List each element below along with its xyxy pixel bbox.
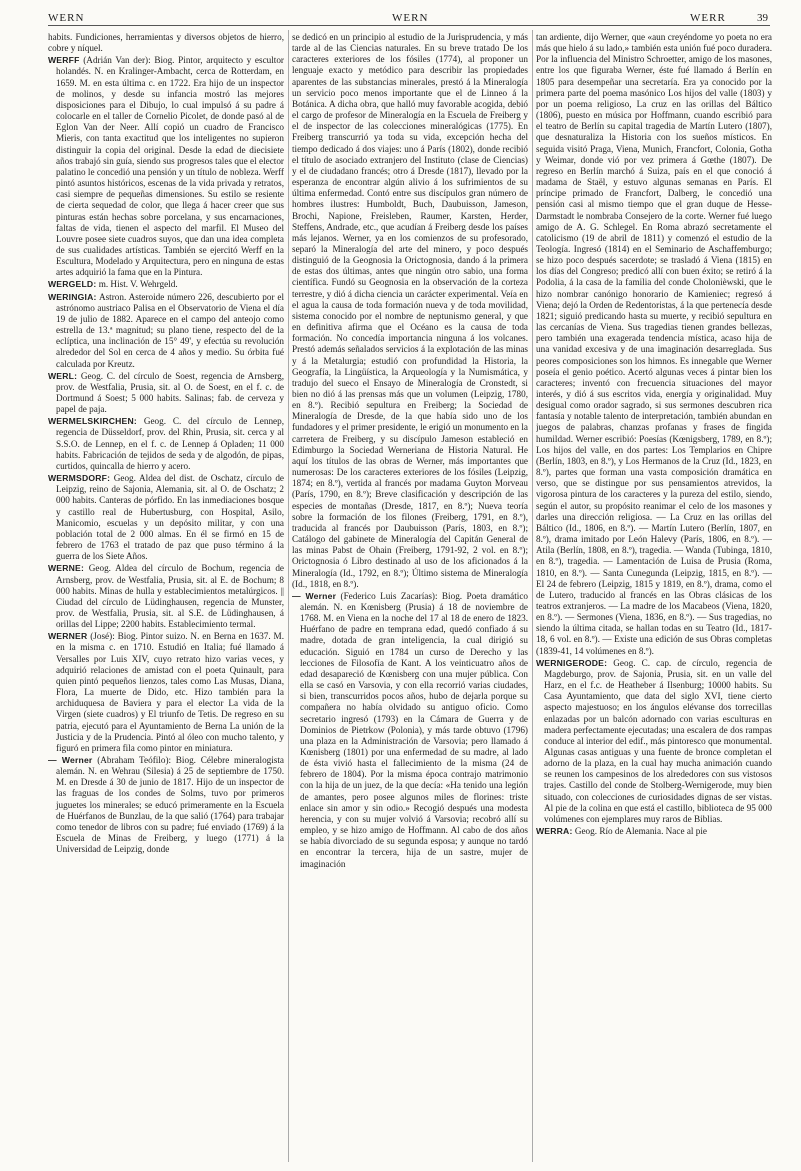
dictionary-entry xyxy=(292,32,528,590)
dictionary-entry xyxy=(48,32,284,54)
entry-text: Astron. Asteroide número 226, descubierto por el astrónomo austriaco Palisa en el Observatorio de Viena el día 19 de julio de 1882. Aparece en el campo del anteojo como estrella de 13.ª magnitud; su plano tiene, respecto del de la eclíptica, una inclinación de 15° 49', y efectúa su revolución alrededor del Sol en cerca de 4 años y medio. Su órbita fué calculada por Kreutz. xyxy=(56,291,284,369)
running-header xyxy=(0,8,801,30)
entry-headword: WERL: xyxy=(48,370,78,381)
entry-headword: WERRA: xyxy=(536,826,573,837)
dictionary-entry xyxy=(292,591,528,870)
entry-text: (Abraham Teófilo): Biog. Célebre mineralogista alemán. N. en Wehrau (Silesia) á 25 de septiembre de 1750. M. en Dresde á 30 de junio de 1817. Hijo de un inspector de las fraguas de los condes de Solms, tuvo por primeros juguetes los minerales; se educó primeramente en la Escuela de Huérfanos de Bunzlau, de la que salió (1764) para trabajar como tenedor de libros con su padre; fué enviado (1769) á la Escuela de Minas de Freiberg, y luego (1771) á la Universidad de Leipzig, donde xyxy=(56,755,284,855)
header-center: WERN xyxy=(392,12,429,24)
dictionary-entry xyxy=(48,279,284,290)
dictionary-entry xyxy=(48,416,284,472)
entry-text: m. Hist. V. Wehrgeld. xyxy=(98,279,178,290)
entry-text: Geog. C. del círculo de Soest, regencia de Arnsberg, prov. de Westfalia, Prusia, sit. al O. de Soest, en el f. c. de Dortmund á Soest; 5 000 habits. Salinas; fab. de cerveza y papel de paja. xyxy=(56,370,284,415)
header-left: WERN xyxy=(48,12,85,24)
dictionary-entry xyxy=(536,658,772,825)
entry-headword: — Werner xyxy=(48,755,93,765)
entry-headword: WERMELSKIRCHEN: xyxy=(48,416,137,427)
header-rule xyxy=(48,25,770,26)
entry-text: Geog. Río de Alemania. Nace al pie xyxy=(574,826,707,837)
entry-headword: — Werner xyxy=(292,590,337,601)
dictionary-entry xyxy=(48,473,284,562)
dictionary-entry xyxy=(48,563,284,630)
page-number: 39 xyxy=(757,12,768,24)
entry-headword: WERNE: xyxy=(48,563,85,574)
column-3 xyxy=(536,32,772,1162)
entry-text: Geog. C. cap. de círculo, regencia de Magdeburgo, prov. de Sajonia, Prusia, sit. en un valle del Harz, en el f.c. de Heatheber á Ilsenburg; 10000 habits. Su Casa Ayuntamiento, que data del siglo XVI, tiene cierto aspecto majestuoso; en los ángulos elévanse dos torrecillas enlazadas por un balcón adornado con varias esculturas en madera perfectamente ejecutadas; una escalera de dos rampas conduce al interior del edif., más pintoresco que monumental. Algunas casas antiguas y una fuente de bronce completan el adorno de la plaza, en la cual hay mucha animación cuando se reunen los campesinos de los alrededores con sus vistosos trajes. Castillo del conde de Stolberg-Wernigerode, muy bien situado, con colecciones de curiosidades dignas de ser vistas. Al pie de la colina en que está el castillo, biblioteca de 95 000 volúmenes con ejemplares muy raros de Biblias. xyxy=(544,657,772,824)
entry-text: (Adrián Van der): Biog. Pintor, arquitecto y escultor holandés. N. en Kralinger-Ambacht, cerca de Rotterdam, en 1659. M. en esta última c. en 1722. Era hijo de un inspector de molinos, y desde su infancia mostró las mejores disposiciones para el Dibujo, lo cual impulsó á su padre á colocarle en el taller de Cornelio Picolet, de donde pasó al de Eglon Van der Neer. Allí copió un cuadro de Francisco Mieris, con tanta exactitud que los inteligentes no supieron distinguir la copia del original. Desde la edad de diecisiete años trabajó sin guía, siendo sus progresos tales que el elector palatino le concedió una pensión y un título de nobleza. Werff pintó asuntos históricos, escenas de la vida privada y retratos, casi siempre de pequeñas dimensiones. Su estilo se resiente de cierta sequedad de color, que llega á hacer creer que sus pinturas están hechas sobre porcelana, y sus encarnaciones, faltas de vida, tienen el aspecto del marfil. El Museo del Louvre posee siete cuadros suyos, que dan una idea completa de sus cualidades artísticas. También se ejercitó Werff en la Escultura, Modelado y Arquitectura, pero en ninguna de estas artes adquirió la fama que en la Pintura. xyxy=(56,55,284,278)
column-divider-1 xyxy=(288,30,289,1162)
entry-headword: WERGELD: xyxy=(48,279,97,290)
dictionary-entry xyxy=(48,292,284,370)
column-2 xyxy=(292,32,528,1162)
dictionary-entry xyxy=(48,755,284,855)
dictionary-entry xyxy=(48,55,284,278)
header-right: WERR xyxy=(690,12,726,24)
column-divider-2 xyxy=(532,30,533,1162)
dictionary-entry xyxy=(536,32,772,657)
entry-text: Geog. Aldea del dist. de Oschatz, círculo de Leipzig, reino de Sajonia, Alemania, sit. al O. de Oschatz; 2 000 habits. Canteras de pórfido. En las inmediaciones bosque y castillo real de Hubertusburg, con Hospital, Asilo, Manicomio, escuelas y un depósito militar, y con una población total de 2 000 almas. En él se firmó en 15 de febrero de 1763 el tratado de paz que puso término á la guerra de los Siete Años. xyxy=(56,473,284,562)
entry-headword: WERFF xyxy=(48,55,80,66)
entry-text: Geog. Aldea del círculo de Bochum, regencia de Arnsberg, prov. de Westfalia, Prusia, sit. al E. de Bochum; 8 000 habits. Minas de hulla y establecimientos metalúrgicos. || Ciudad del círculo de Lüdinghausen, regencia de Munster, prov. de Westfalia, Prusia, sit. al S.E. de Lüdinghausen, á orillas del Lippe; 2200 habits. Establecimiento termal. xyxy=(56,563,284,630)
entry-text: tan ardiente, dijo Werner, que «aun creyéndome yo poeta no era más que hielo á su lado,» también esta unión fué poco duradera. Por la influencia del Ministro Schroetter, amigo de los masones, entre los que figuraba Werner, éste fué llamado á Berlín en 1805 para desempeñar una secretaría. Era ya conocido por la primera parte del poema masónico Los hijos del valle (1803) y por un poema religioso, La cruz en las orillas del Báltico (1806), puesto en música por Hoffmann, cuando escribió para el teatro de Berlín su capital tragedia de Martín Lutero (1807), que desnaturaliza la Historia con los sueños místicos. En seguida visitó Praga, Viena, Munich, Francfort, Colonia, Gotha y Weimar, donde vió por vez primera á Gœthe (1807). De regreso en Berlín marchó á Suiza, país en el que conoció á madama de Staël, y estuvo algunas semanas en París. El príncipe primado de Francfort, Dalberg, le concedió una pensión casi al mismo tiempo que el gran duque de Hesse-Darmstadt le nombraba Consejero de la corte. Werner fué luego amigo de A. G. Schlegel. En Roma abrazó secretamente el catolicismo (19 de abril de 1811) y comenzó el estudio de la Teología. Ingresó (1814) en el Seminario de Aschaffemburgo; se hizo poco después sacerdote; se trasladó á Viena (1815) en los días del Congreso; predicó allí con buen éxito; se retiró á la Podolia, á la casa de la familia del conde Cholonièwski, que le hizo nombrar canónigo honorario de Kamieniec; regresó á Viena; dejó la Orden de Redentoristas, á la que pertenecía desde 1821; siguió predicando hasta su muerte, y recibió sepultura en las cercanías de Viena. Sus tragedias tienen grandes bellezas, pero también una exagerada tendencia mística, acaso hija de una vanidad excesiva y de una imaginación desarreglada. Sus peores composiciones son los himnos. Es innegable que Werner poseía el genio poético. Acertó algunas veces á pintar bien los caracteres; inventó con frecuencia situaciones del mayor interés, y dió á sus escritos vida, energía y originalidad. Muy desigual como orador sagrado, si sus sermones descubren rica fantasía y notable talento de interpretación, también abundan en juegos de palabras, chanzas profanas y frases de fingida humildad. Werner escribió: Poesías (Kœnigsberg, 1789, en 8.º); Los hijos del valle, en dos partes: Los Templarios en Chipre (Berlín, 1803, en 8.º), y Los Hermanos de la Cruz (Id., 1823, en 8.º), partes que forman una vasta composición dramática en verso, que se distingue por sus pensamientos atrevidos, la vigorosa pintura de los caracteres y la pureza del estilo, siendo, según el autor, su propósito reanimar el celo de los masones y darles una dirección religiosa. — La Cruz en las orillas del Báltico (Id., 1806, en 8.º). — Martín Lutero (Berlín, 1807, en 8.º), drama imitado por León Halevy (París, 1806, en 8.º). — Atila (Berlín, 1808, en 8.º), tragedia. — Wanda (Tubinga, 1810, en 8.º), tragedia. — Lamentación de Luisa de Prusia (Roma, 1810, en 8.º). — Santa Cunegunda (Leipzig, 1815, en 8.º). — El 24 de febrero (Leipzig, 1815 y 1819, en 8.º), drama, como el de Lutero, traducido al francés en las Obras clásicas de los teatros extranjeros. — La madre de los Macabeos (Viena, 1820, en 8.º). — Sermones (Viena, 1836, en 8.º). — Sus tragedias, no siendo la última citada, se hallan todas en su Teatro (Id., 1817-18, 6 vol. en 8.º). — Existe una edición de sus Obras completas (1839-41, 14 volúmenes en 8.º). xyxy=(536,32,772,656)
dictionary-entry xyxy=(536,826,772,837)
entry-headword: WERINGIA: xyxy=(48,291,97,302)
entry-headword: WERMSDORF: xyxy=(48,473,111,484)
column-1 xyxy=(48,32,284,1162)
entry-text: Geog. C. del círculo de Lennep, regencia de Düsseldorf, prov. del Rhin, Prusia, sit. cerca y al S.S.O. de Lennep, en el f. c. de Lennep á Opladen; 11 000 habits. Fabricación de tejidos de seda y de algodón, de pipas, curtidos, quincalla de hierro y acero. xyxy=(56,416,284,471)
entry-headword: WERNIGERODE: xyxy=(536,657,608,668)
entry-text: habits. Fundiciones, herramientas y diversos objetos de hierro, cobre y níquel. xyxy=(48,32,284,54)
dictionary-entry xyxy=(48,371,284,416)
dictionary-entry xyxy=(48,631,284,754)
entry-text: (Federico Luis Zacarías): Biog. Poeta dramático alemán. N. en Kœnisberg (Prusia) á 18 de noviembre de 1768. M. en Viena en la noche del 17 al 18 de enero de 1823. Huérfano de padre en temprana edad, quedó confiado á su madre, dotada de gran inteligencia, la cual dirigió su educación. Siguió en 1784 un curso de Derecho y las lecciones de Filosofía de Kant. A los veinticuatro años de edad desapareció de Kœnisberg con una mujer pública. Con ella se casó en Varsovia, y con ella recorrió varias ciudades, si bien, transcurridos pocos años, hubo de dejarla porque su compañera no había olvidado su antiguo oficio. Como secretario ingresó (1793) en la Cámara de Guerra y de Dominios de Pietrkow (Polonia), y más tarde obtuvo (1796) una plaza en la Administración de Varsovia; pero llamado á Kœnisberg (1801) por una enfermedad de su madre, al lado de ésta vivió hasta el fallecimiento de la misma (24 de febrero de 1804). Por la misma época contrajo matrimonio con la hija de un juez, de la que decía: «Ha tenido una legión de amantes, pero posee algunos miles de florines: triste enlace sin amor y sin odio.» Recogió después una modesta herencia, y con su mujer volvió á Varsovia; recobró allí su empleo, y se hizo amigo de Hoffmann. Al cabo de dos años se había divorciado de su segunda esposa; y aunque no tardó en encontrar la tercera, hija de un sastre, mujer de imaginación xyxy=(300,590,528,869)
entry-text: (José): Biog. Pintor suizo. N. en Berna en 1637. M. en la misma c. en 1710. Estudió en Italia; fué llamado á Versalles por Luis XIV, cuyo retrato hizo varias veces, y adquirió relaciones de amistad con el poeta Quinault, para quien pintó pequeños lienzos, tales como Las Musas, Diana, Flora, La muerte de Dido, etc. Hizo también para la archiduquesa de Baviera y para el elector La vida de la Virgen (siete cuadros) y El triunfo de Tetis. De regreso en su patria, ejecutó para el Ayuntamiento de Berna La unión de la Justicia y de la Prudencia. Pintó al óleo con mucho talento, y figuró en primera fila como pintor en miniatura. xyxy=(56,631,284,753)
entry-text: se dedicó en un principio al estudio de la Jurisprudencia, y más tarde al de las Ciencias naturales. En su breve tratado De los caracteres exteriores de los fósiles (1774), al proponer un lenguaje exacto y metódico para describir las propiedades aparentes de las substancias minerales, prestó á la Mineralogía un servicio poco menos importante que el de Linneo á la Botánica. A dicha obra, que halló muy favorable acogida, debió el cargo de profesor de Mineralogía en la Escuela de Freiberg y el de inspector de las colecciones mineralógicas (1775). En Freiberg transcurrió ya toda su vida, excepción hecha del tiempo dedicado á dos viajes: uno á París (1802), donde recibió el título de asociado extranjero del Instituto (clase de Ciencias) y el de ciudadano francés; otro á Dresde (1817), llevado por la esperanza de encontrar algún alivio á los sufrimientos de su última enfermedad. Contó entre sus discípulos gran número de hombres ilustres: Humboldt, Buch, Daubuisson, Jameson, Brochi, Napione, Freisleben, Raumer, Karsten, Herder, Steffens, Andrade, etc., que acudían á Freiberg desde los países más lejanos. Werner, ya en los comienzos de su profesorado, separó la Mineralogía del arte del minero, y poco después distinguió de la Geognosia la Orictognosia, dando á la primera de estas dos últimas, antes que ningún otro sabio, una forma científica. Fundó su Geognosia en la observación de la corteza terrestre, y dió á dicha ciencia un carácter experimental. Veía en el agua la causa de toda formación nueva y de toda movilidad, sistema conocido por el nombre de neptunismo general, y que en definitiva afirma que el Océano es la causa de toda formación. No concedía importancia ninguna á los volcanes. Prestó además señalados servicios á la explotación de las minas y á la Metalurgia; estudió con profundidad la Historia, la Geografía, la Lingüística, la Arqueología y la Numismática, y tradujo del sueco el Ensayo de Mineralogía de Cronstedt, si bien no dió á las prensas más que un volumen (Leipzig, 1780, en 8.º). Recibió sepultura en Freiberg; la Sociedad de Mineralogía de Dresde, de la que había sido uno de los fundadores y el primer presidente, le erigió un monumento en la carretera de Freiberg, y su discípulo Jameson estableció en Edimburgo la Sociedad Werneriana de Historia Natural. He aquí los títulos de las obras de Werner, más importantes que numerosas: De los caracteres exteriores de los fósiles (Leipzig, 1874; en 8.º), vertida al francés por madama Guyton Morveau (París, 1790, en 8.º); Breve clasificación y descripción de las especies de montañas (Dresde, 1817, en 8.º); Nueva teoría sobre la formación de los filones (Freiberg, 1791, en 8.º), traducida al francés por Daubuisson (París, 1803, en 8.º); Catálogo del gabinete de Mineralogía del Capitán General de las minas Pabst de Ohain (Freiberg, 1791-92, 2 vol. en 8.º); Orictognosia ó Libro destinado al uso de los aficionados á la Mineralogía (Id., 1792, en 8.º); Último sistema de Mineralogía (Id., 1818, en 8.º). xyxy=(292,32,528,589)
entry-headword: WERNER xyxy=(48,631,88,642)
